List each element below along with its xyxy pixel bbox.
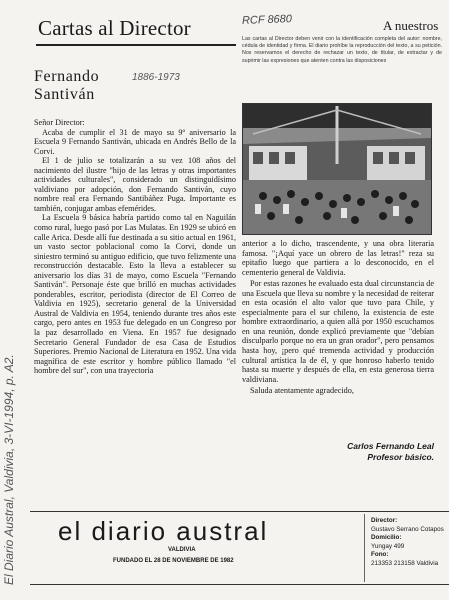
letter-paragraph: La Escuela 9 básica habría partido como tal en Naguilán como rural, luego pasó por Las Mulatas. En 1929 se ubicó en calle Arica. Desde allí fue destinada a su sitio actual en 1961, un vasto sector poblacional como la Corvi, donde un siniestro terminó su antiguo edificio, que tuvo felizmente una reconstrucción destacable. Esto la lleva a establecer su aniversario los días 31 de mayo, como Escuela "Fernando Santiván". Personaje éste que brilló en muchas actividades ponderables, escritor, periodista (director de El Correo de Valdivia en 1925), secretario general de la Universidad Austral de Valdivia en 1954, teniendo durante tres años este cargo, pero antes en 1953 fue delegado en un Congreso por la paz desarrollado en Viena. En 1957 fue designado Secretario General Fundador de esa Casa de Estudios Superiores. Premio Nacional de Literatura en 1952. Una vida magnífica de este escritor y hombre público llamado "el hombre del sur", con una trayectoria: [34, 213, 236, 376]
masthead-rule-bottom: [30, 584, 449, 585]
signature-name: Carlos Fernando Leal: [347, 441, 434, 451]
photo-illustration: [243, 104, 431, 234]
letter-paragraph: anterior a lo dicho, trascendente, y una obra literaria famosa. "¡Aquí yace un obrero de las letras!" reza su epitafio luego que partiera a lo desconocido, en el cementerio general de Valdivia.: [242, 239, 434, 277]
archive-stamp: RCF 8680: [241, 13, 293, 27]
newspaper-masthead-name: el diario austral: [58, 516, 269, 546]
letter-paragraph: El 1 de julio se totalizarán a su vez 108 años del nacimiento del ilustre "hijo de las letras y otras importantes actividades culturales", considerado un distinguidísimo valdiviano por adopción, don Fernando Santiván, cuyo nombre real era Fernando Santibáñez Puga. Importante es también, conjugar ambas efemérides.: [34, 156, 236, 213]
signature-block: [300, 441, 434, 463]
signature-title: Profesor básico.: [367, 452, 434, 462]
phone-value: 213353 213158 Valdivia: [371, 559, 439, 567]
section-title-rule: [36, 44, 236, 46]
section-title: Cartas al Director: [38, 16, 191, 40]
handwritten-dates: 1886-1973: [132, 72, 180, 83]
letter-paragraph: Acaba de cumplir el 31 de mayo su 9º aniversario la Escuela 9 Fernando Santiván, ubicada en Andrés Bello de la Corvi.: [34, 127, 236, 156]
address-label: Domicilio:: [371, 534, 402, 542]
right-column-heading: A nuestros: [383, 18, 439, 33]
letter-body-right-column: [242, 239, 434, 398]
address-value: Yungay 499: [371, 542, 405, 550]
staff-box: [371, 517, 449, 569]
article-title-line-2: Santiván: [34, 86, 95, 103]
handwritten-source-note: El Diario Austral, Valdivia, 3-VI-1994, p. A2.: [2, 354, 16, 585]
phone-label: Fono:: [371, 551, 389, 559]
school-courtyard-photo: [242, 103, 432, 235]
newspaper-city: VALDIVIA: [168, 547, 196, 553]
letter-closing: Saluda atentamente agradecido,: [250, 386, 354, 396]
letter-paragraph: Por estas razones he evaluado esta dual circunstancia de una Escuela que lleva su nombre y la necesidad de reiterar en esta ocasión el alto valor que tuvo para Chile, y especialmente para el sur chileno, la existencia de este hombre extraordinario, a quien allá por 1950 escuchamos en una reunión, donde explicó previamente que "debían disculparlo porque no era un gran orador", pero pensamos hasta hoy, ¡pero qué tremenda actividad y producción cultural artística la de él, y que honroso haberlo tenido hasta su muerte y después de ella, en esta generosa tierra valdiviana.: [242, 279, 434, 384]
masthead-divider: [364, 514, 365, 582]
director-label: Director:: [371, 517, 398, 524]
director-name: Gustavo Serrano Cotapos: [371, 525, 444, 533]
letter-salutation: Señor Director:: [34, 118, 85, 127]
editorial-intro-note: Las cartas al Director deben venir con la identificación completa del autor: nombre, cédula de identidad y firma. El diario prohíbe la reproducción del texto, a su petición. Nos reservamos el derecho de rechazar un texto, de titular, de extractar y de suprimir las expresiones que atenten contra las disposiciones: [242, 36, 442, 64]
article-title-line-1: Fernando: [34, 68, 100, 85]
masthead-rule-top: [30, 511, 449, 512]
newspaper-founded: FUNDADO EL 28 DE NOVIEMBRE DE 1982: [113, 558, 234, 564]
letter-body-left-column: [34, 118, 236, 376]
article-title: [34, 68, 99, 104]
